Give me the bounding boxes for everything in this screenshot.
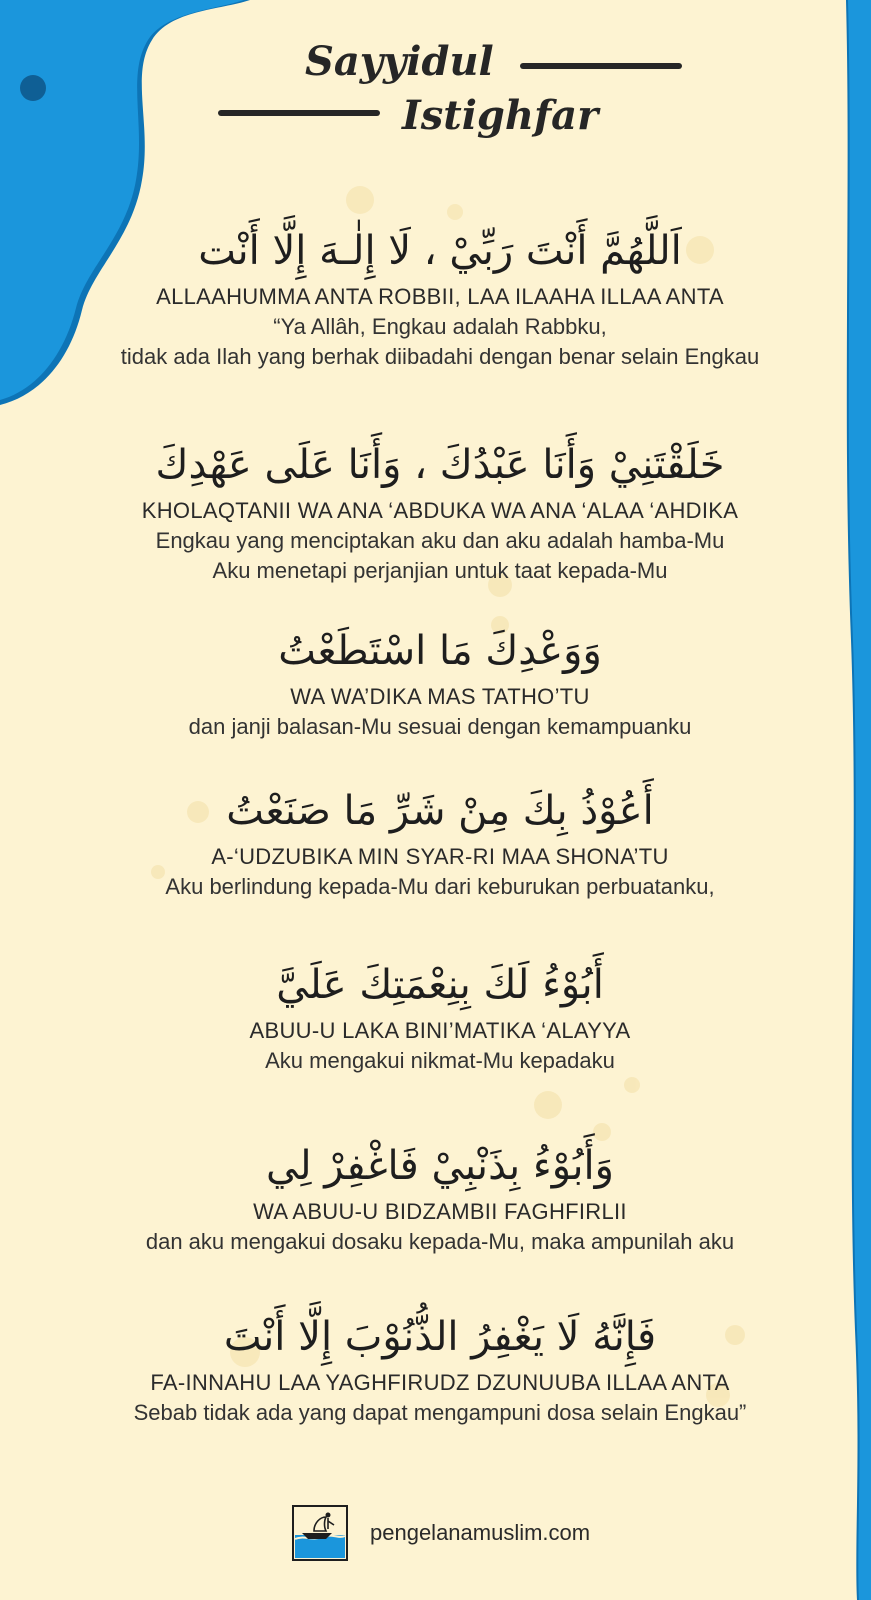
title-rule-left xyxy=(218,110,380,116)
arabic-text: أَبُوْءُ لَكَ بِنِعْمَتِكَ عَلَيَّ xyxy=(276,962,604,1008)
dua-section-5 xyxy=(60,956,820,1076)
website-url[interactable]: pengelanamuslim.com xyxy=(370,1520,591,1545)
transliteration: WA ABUU-U BIDZAMBII FAGHFIRLII xyxy=(253,1199,627,1224)
blob-dot xyxy=(20,75,46,101)
translation-line: tidak ada Ilah yang berhak diibadahi dengan benar selain Engkau xyxy=(120,344,760,369)
title-rule-right xyxy=(520,63,682,69)
footer xyxy=(292,1505,590,1561)
arabic-text: فَإِنَّهُ لَا يَغْفِرُ الذُّنُوْبَ إِلَّا أَنْتَ xyxy=(223,1314,657,1360)
arabic-text: وَوَعْدِكَ مَا اسْتَطَعْتُ xyxy=(278,628,602,674)
arabic-text: اَللَّهُمَّ أَنْتَ رَبِّيْ ، لَا إِلٰـهَ إِلَّا أَنْت xyxy=(198,228,682,274)
transliteration: FA-INNAHU LAA YAGHFIRUDZ DZUNUUBA ILLAA ANTA xyxy=(150,1370,730,1395)
translation-line: dan aku mengakui dosaku kepada-Mu, maka ampunilah aku xyxy=(145,1229,735,1254)
translation-line: Aku berlindung kepada-Mu dari keburukan perbuatanku, xyxy=(165,874,715,899)
title-line-1: Sayyidul xyxy=(305,38,494,85)
transliteration: WA WA’DIKA MAS TATHO’TU xyxy=(290,684,590,709)
dua-section-7 xyxy=(60,1308,820,1428)
dua-section-3 xyxy=(60,622,820,742)
dua-section-2 xyxy=(60,436,820,586)
translation-line: dan janji balasan-Mu sesuai dengan kemampuanku xyxy=(188,714,692,739)
transliteration: ABUU-U LAKA BINI’MATIKA ‘ALAYYA xyxy=(249,1018,631,1043)
dua-section-1 xyxy=(60,222,820,372)
boat-logo-icon xyxy=(292,1505,348,1561)
transliteration: A-‘UDZUBIKA MIN SYAR-RI MAA SHONA’TU xyxy=(211,844,669,869)
translation-line: Aku menetapi perjanjian untuk taat kepada-Mu xyxy=(212,558,668,583)
translation-line: Engkau yang menciptakan aku dan aku adalah hamba-Mu xyxy=(155,528,725,553)
arabic-text: خَلَقْتَنِيْ وَأَنَا عَبْدُكَ ، وَأَنَا عَلَى عَهْدِكَ xyxy=(155,442,725,488)
title-line-2: Istighfar xyxy=(402,92,599,139)
translation-line: “Ya Allâh, Engkau adalah Rabbku, xyxy=(273,314,607,339)
arabic-text: أَعُوْذُ بِكَ مِنْ شَرِّ مَا صَنَعْتُ xyxy=(226,788,654,834)
transliteration: KHOLAQTANII WA ANA ‘ABDUKA WA ANA ‘ALAA ‘AHDIKA xyxy=(141,498,739,523)
dua-section-6 xyxy=(60,1137,820,1257)
translation-line: Aku mengakui nikmat-Mu kepadaku xyxy=(265,1048,615,1073)
dua-section-4 xyxy=(60,782,820,902)
arabic-text: وَأَبُوْءُ بِذَنْبِيْ فَاغْفِرْ لِي xyxy=(266,1143,614,1189)
transliteration: ALLAAHUMMA ANTA ROBBII, LAA ILAAHA ILLAA ANTA xyxy=(156,284,724,309)
translation-line: Sebab tidak ada yang dapat mengampuni dosa selain Engkau” xyxy=(133,1400,747,1425)
